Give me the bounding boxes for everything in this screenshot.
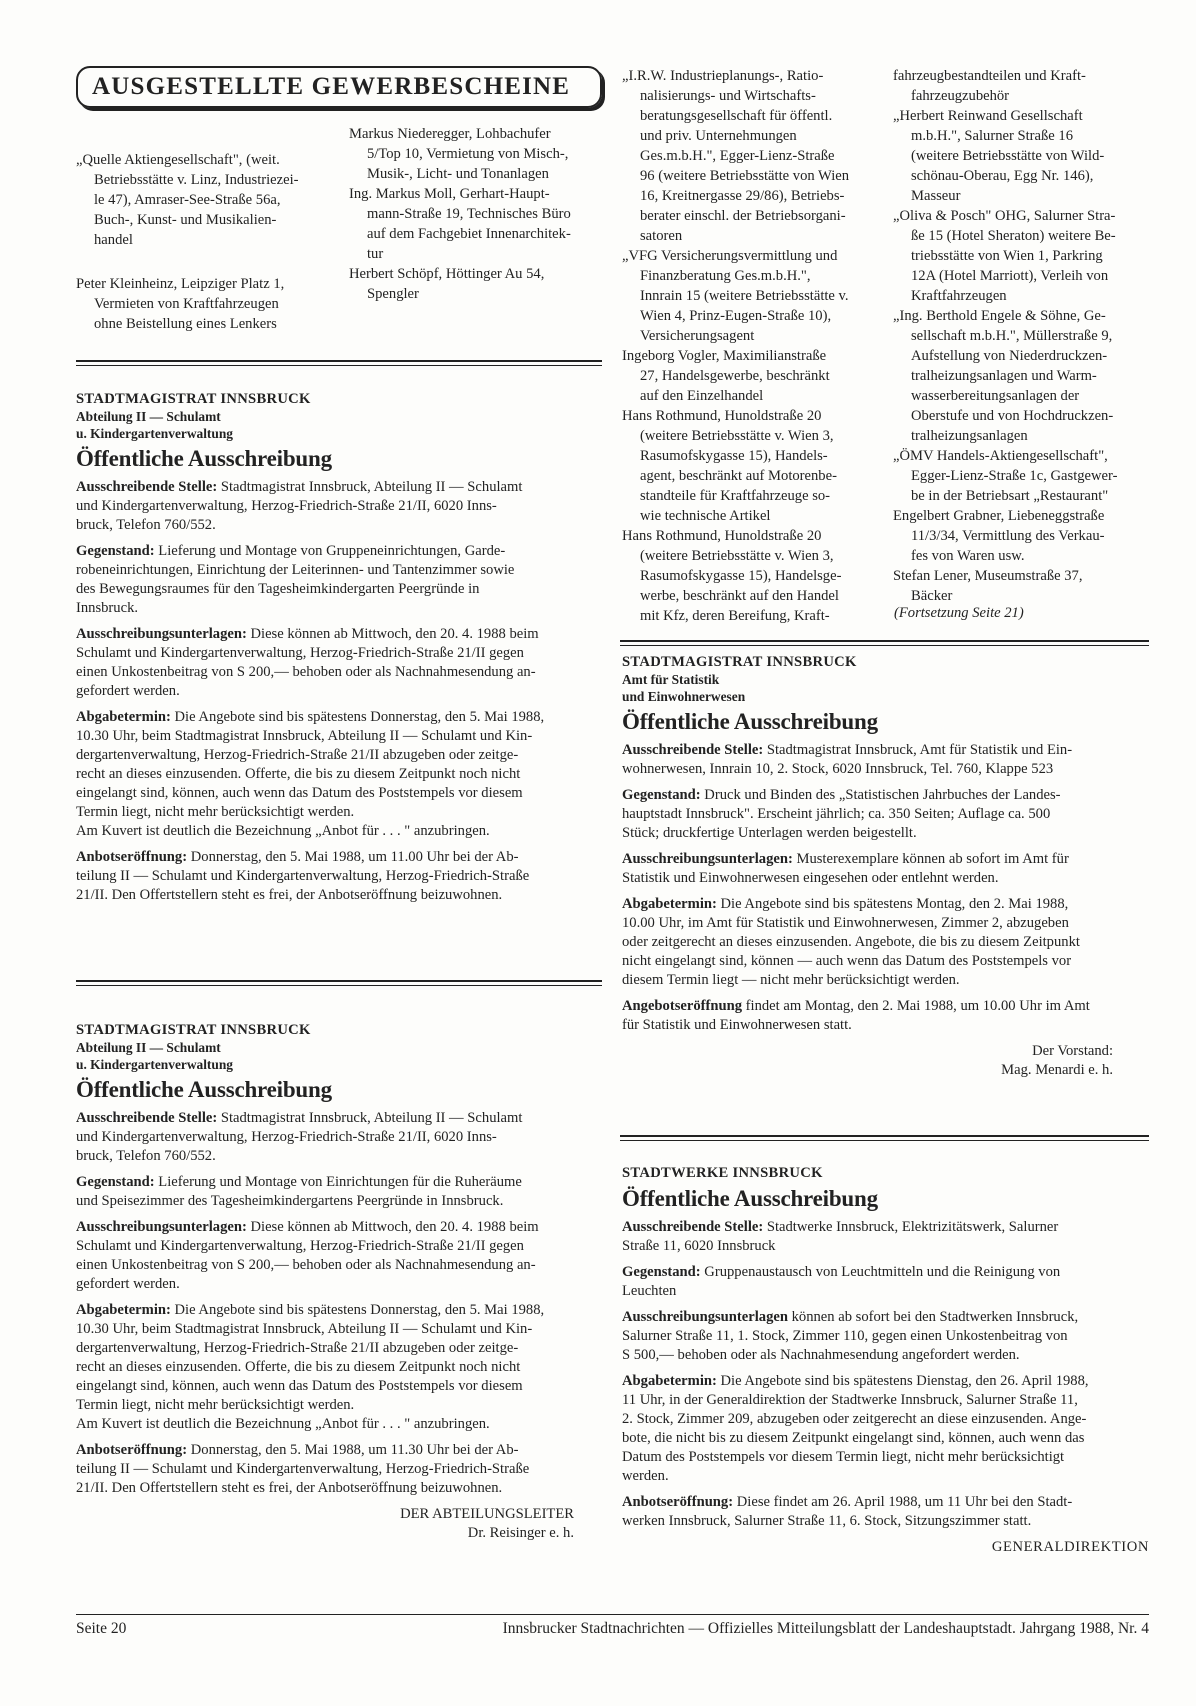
license-line: 27, Handelsgewerbe, beschränkt xyxy=(640,368,830,384)
license-line: beratungsgesellschaft für öffentl. xyxy=(640,108,833,124)
license-line: „Ing. Berthold Engele & Söhne, Ge- xyxy=(893,308,1106,324)
paragraph-line: Am Kuvert ist deutlich die Bezeichnung „Anbot für . . . " anzubringen. xyxy=(76,823,490,839)
signature-line: Dr. Reisinger e. h. xyxy=(467,1525,574,1541)
paragraph-label: Abgabetermin: xyxy=(76,1302,171,1318)
license-line: (weitere Betriebsstätte v. Wien 3, xyxy=(640,548,834,564)
paragraph-line: Schulamt und Kindergartenverwaltung, Herzog-Friedrich-Straße 21/II gegen xyxy=(76,645,524,661)
license-line: Innrain 15 (weitere Betriebsstätte v. xyxy=(640,288,849,304)
paragraph-text: Lieferung und Montage von Gruppeneinrichtungen, Garde- xyxy=(154,543,506,559)
license-line: auf dem Fachgebiet Innenarchitek- xyxy=(367,226,571,242)
paragraph-line: 2. Stock, Zimmer 209, abzugeben oder zeitgerecht an diese einzusenden. Ange- xyxy=(622,1411,1087,1427)
notice-schulamt-gruppeneinrichtung xyxy=(76,390,602,912)
paragraph-line: Datum des Poststempels vor diesem Termin liegt, nicht mehr berücksichtigt xyxy=(622,1449,1065,1465)
paragraph-line xyxy=(76,478,602,497)
license-entry xyxy=(893,106,1149,206)
license-line: schönau-Oberau, Egg Nr. 146), xyxy=(911,168,1094,184)
paragraph-text: Stadtmagistrat Innsbruck, Abteilung II — Schulamt xyxy=(217,1110,523,1126)
paragraph-line: nicht eingelangt sind, können — auch wenn das Datum des Poststempels vor xyxy=(622,953,1072,969)
paragraph-line xyxy=(622,1218,1149,1237)
license-line: „VFG Versicherungsvermittlung und xyxy=(622,248,838,264)
license-line: le 47), Amraser-See-Straße 56a, xyxy=(94,192,281,208)
license-line: „Oliva & Posch" OHG, Salurner Stra- xyxy=(893,208,1116,224)
notice-stadtwerke xyxy=(622,1164,1149,1557)
paragraph-line xyxy=(76,1218,602,1237)
paragraph-line: Leuchten xyxy=(622,1283,677,1299)
license-line: fahrzeugbestandteilen und Kraft- xyxy=(893,68,1086,84)
paragraph-line xyxy=(622,1263,1149,1282)
license-line: fes von Waren usw. xyxy=(911,548,1025,564)
paragraph-line: bruck, Telefon 760/552. xyxy=(76,517,216,533)
license-line: Herbert Schöpf, Höttinger Au 54, xyxy=(349,266,545,282)
paragraph-label: Ausschreibende Stelle: xyxy=(76,479,218,495)
paragraph-line xyxy=(622,1493,1149,1512)
license-line: „Quelle Aktiengesellschaft", (weit. xyxy=(76,152,280,168)
paragraph-line: teilung II — Schulamt und Kindergartenverwaltung, Herzog-Friedrich-Straße xyxy=(76,1461,530,1477)
signature-line: Mag. Menardi e. h. xyxy=(1001,1062,1113,1078)
license-line: mit Kfz, deren Bereifung, Kraft- xyxy=(640,608,830,624)
notice-schulamt-ruheraeume xyxy=(76,1021,602,1543)
paragraph-line: dergartenverwaltung, Herzog-Friedrich-Straße 21/II abzugeben oder zeitge- xyxy=(76,1340,519,1356)
license-line: 5/Top 10, Vermietung von Misch-, xyxy=(367,146,569,162)
license-line: Peter Kleinheinz, Leipziger Platz 1, xyxy=(76,276,285,292)
paragraph-label: Ausschreibende Stelle: xyxy=(622,742,764,758)
license-line: „Herbert Reinwand Gesellschaft xyxy=(893,108,1083,124)
paragraph-line: 10.30 Uhr, beim Stadtmagistrat Innsbruck, Abteilung II — Schulamt und Kin- xyxy=(76,1321,533,1337)
license-entry xyxy=(893,206,1149,306)
paragraph-label: Gegenstand: xyxy=(76,543,155,559)
paragraph-line: werden. xyxy=(622,1468,669,1484)
license-line: Buch-, Kunst- und Musikalien- xyxy=(94,212,277,228)
license-line: Wien 4, Prinz-Eugen-Straße 10), xyxy=(640,308,832,324)
license-line: fahrzeugzubehör xyxy=(911,88,1010,104)
paragraph-line xyxy=(76,1173,602,1192)
notice-heading: Öffentliche Ausschreibung xyxy=(76,446,332,471)
paragraph-line: für Statistik und Einwohnerwesen statt. xyxy=(622,1017,852,1033)
paragraph-label: Abgabetermin: xyxy=(76,709,171,725)
license-line: Vermieten von Kraftfahrzeugen xyxy=(94,296,279,312)
paragraph-text: Donnerstag, den 5. Mai 1988, um 11.00 Uhr bei der Ab- xyxy=(187,849,519,865)
license-line: sellschaft m.b.H.", Müllerstraße 9, xyxy=(911,328,1113,344)
paragraph-label: Anbotseröffnung: xyxy=(76,1442,188,1458)
paragraph-label: Anbotseröffnung: xyxy=(622,1494,734,1510)
paragraph-line: gefordert werden. xyxy=(76,683,180,699)
notice-paragraph xyxy=(622,1263,1149,1301)
notice-office: STADTMAGISTRAT INNSBRUCK xyxy=(76,1022,311,1038)
license-line: 12A (Hotel Marriott), Verleih von xyxy=(911,268,1109,284)
paragraph-text: Stadtwerke Innsbruck, Elektrizitätswerk, Salurner xyxy=(763,1219,1059,1235)
license-line: handel xyxy=(94,232,133,248)
paragraph-text: Gruppenaustausch von Leuchtmitteln und die Reinigung von xyxy=(700,1264,1061,1280)
paragraph-text: Die Angebote sind bis spätestens Dienstag, den 26. April 1988, xyxy=(716,1373,1089,1389)
license-entry xyxy=(622,406,875,526)
notice-statistik xyxy=(622,653,1149,1080)
paragraph-line: diesem Termin liegt — nicht mehr berücksichtigt werden. xyxy=(622,972,960,988)
license-line: ße 15 (Hotel Sheraton) weitere Be- xyxy=(911,228,1116,244)
paragraph-text: Musterexemplare können ab sofort im Amt für xyxy=(792,851,1069,867)
license-line: Stefan Lener, Museumstraße 37, xyxy=(893,568,1083,584)
notice-paragraph xyxy=(622,850,1149,888)
paragraph-text: Donnerstag, den 5. Mai 1988, um 11.30 Uhr bei der Ab- xyxy=(187,1442,519,1458)
notice-paragraph xyxy=(622,1308,1149,1365)
paragraph-line: bote, die nicht bis zu diesem Zeitpunkt eingelangt sind, können, auch wenn das xyxy=(622,1430,1085,1446)
notice-signature xyxy=(76,1505,602,1543)
continuation-note: (Fortsetzung Seite 21) xyxy=(894,605,1024,621)
paragraph-line: 11 Uhr, in der Generaldirektion der Stadtwerke Innsbruck, Salurner Straße 11, xyxy=(622,1392,1078,1408)
license-line: Bäcker xyxy=(911,588,953,604)
license-line: Versicherungsagent xyxy=(640,328,755,344)
notice-paragraph xyxy=(622,1218,1149,1256)
license-line: tralheizungsanlagen xyxy=(911,428,1028,444)
paragraph-line: Statistik und Einwohnerwesen eingesehen oder entlehnt werden. xyxy=(622,870,999,886)
license-column-right-b xyxy=(893,66,1149,606)
notice-paragraph xyxy=(76,1173,602,1211)
paragraph-label: Gegenstand: xyxy=(622,1264,701,1280)
paragraph-line: einen Unkostenbeitrag von S 200,— behoben oder als Nachnahmesendung an- xyxy=(76,664,536,680)
license-line: Engelbert Grabner, Liebeneggstraße xyxy=(893,508,1105,524)
divider xyxy=(76,980,602,986)
paragraph-line xyxy=(76,1301,602,1320)
notice-paragraph xyxy=(622,997,1149,1035)
paragraph-text: Stadtmagistrat Innsbruck, Abteilung II — Schulamt xyxy=(217,479,523,495)
paragraph-line: werken Innsbruck, Salurner Straße 11, 6. Stock, Sitzungszimmer statt. xyxy=(622,1513,1032,1529)
paragraph-line xyxy=(76,708,602,727)
section-title: AUSGESTELLTE GEWERBESCHEINE xyxy=(92,73,571,100)
license-line: mann-Straße 19, Technisches Büro xyxy=(367,206,571,222)
paragraph-line xyxy=(76,542,602,561)
notice-dept-line: und Einwohnerwesen xyxy=(622,689,746,704)
license-entry xyxy=(349,184,605,264)
license-column-left-a xyxy=(76,150,338,334)
paragraph-text: Diese können ab Mittwoch, den 20. 4. 1988 beim xyxy=(246,1219,539,1235)
paragraph-text: findet am Montag, den 2. Mai 1988, um 10.00 Uhr im Amt xyxy=(742,998,1090,1014)
license-line: Aufstellung von Niederdruckzen- xyxy=(911,348,1108,364)
license-line: ohne Beistellung eines Lenkers xyxy=(94,316,277,332)
paragraph-line: hauptstadt Innsbruck". Erscheint jährlich; ca. 350 Seiten; Auflage ca. 500 xyxy=(622,806,1051,822)
notice-dept-line: Amt für Statistik xyxy=(622,672,720,687)
license-line: 11/3/34, Vermittlung des Verkau- xyxy=(911,528,1105,544)
license-line: Hans Rothmund, Hunoldstraße 20 xyxy=(622,408,822,424)
license-line: Egger-Lienz-Straße 1c, Gastgewer- xyxy=(911,468,1118,484)
notice-dept-line: u. Kindergartenverwaltung xyxy=(76,426,233,441)
notice-dept-line: Abteilung II — Schulamt xyxy=(76,409,221,424)
notice-paragraph xyxy=(76,1218,602,1294)
license-line: Markus Niederegger, Lohbachufer xyxy=(349,126,551,142)
paragraph-line xyxy=(622,741,1149,760)
notice-dept-line: u. Kindergartenverwaltung xyxy=(76,1057,233,1072)
paragraph-text: Diese können ab Mittwoch, den 20. 4. 1988 beim xyxy=(246,626,539,642)
license-line: „I.R.W. Industrieplanungs-, Ratio- xyxy=(622,68,824,84)
paragraph-line: Straße 11, 6020 Innsbruck xyxy=(622,1238,776,1254)
signature-line: GENERALDIREKTION xyxy=(991,1539,1149,1555)
paragraph-line: Innsbruck. xyxy=(76,600,139,616)
signature-line: DER ABTEILUNGSLEITER xyxy=(400,1506,574,1522)
paragraph-label: Ausschreibende Stelle: xyxy=(622,1219,764,1235)
license-entry xyxy=(893,306,1149,446)
paragraph-line: recht an dieses einzusenden. Offerte, die bis zu diesem Zeitpunkt noch nicht xyxy=(76,1359,521,1375)
paragraph-text: Diese findet am 26. April 1988, um 11 Uhr bei den Stadt- xyxy=(733,1494,1073,1510)
paragraph-line: Termin liegt, nicht mehr berücksichtigt werden. xyxy=(76,1397,355,1413)
license-line: werbe, beschränkt auf den Handel xyxy=(640,588,839,604)
section-title-box xyxy=(76,66,602,108)
notice-paragraph xyxy=(622,1372,1149,1486)
paragraph-line: recht an dieses einzusenden. Offerte, die bis zu diesem Zeitpunkt noch nicht xyxy=(76,766,521,782)
license-line: tralheizungsanlagen und Warm- xyxy=(911,368,1097,384)
license-line: Spengler xyxy=(367,286,419,302)
license-line: (weitere Betriebsstätte von Wild- xyxy=(911,148,1105,164)
license-line: triebsstätte von Wien 1, Parkring xyxy=(911,248,1103,264)
paragraph-line: und Kindergartenverwaltung, Herzog-Friedrich-Straße 21/II, 6020 Inns- xyxy=(76,498,497,514)
paragraph-line xyxy=(622,1308,1149,1327)
notice-office: STADTMAGISTRAT INNSBRUCK xyxy=(622,654,857,670)
paragraph-line: Schulamt und Kindergartenverwaltung, Herzog-Friedrich-Straße 21/II gegen xyxy=(76,1238,524,1254)
notice-signature xyxy=(622,1042,1149,1080)
license-line: Oberstufe und von Hochdruckzen- xyxy=(911,408,1114,424)
paragraph-label: Abgabetermin: xyxy=(622,896,717,912)
divider xyxy=(76,360,602,366)
license-line: 96 (weitere Betriebsstätte von Wien xyxy=(640,168,850,184)
license-line: wie technische Artikel xyxy=(640,508,771,524)
notice-paragraph xyxy=(76,542,602,618)
license-line: be in der Betriebsart „Restaurant" xyxy=(911,488,1109,504)
paragraph-line: robeneinrichtungen, Einrichtung der Leiterinnen- und Tantenzimmer sowie xyxy=(76,562,515,578)
paragraph-line xyxy=(622,895,1149,914)
license-line: tur xyxy=(367,246,384,262)
paragraph-line: und Kindergartenverwaltung, Herzog-Friedrich-Straße 21/II, 6020 Inns- xyxy=(76,1129,497,1145)
license-entry xyxy=(893,66,1149,106)
paragraph-text: können ab sofort bei den Stadtwerken Innsbruck, xyxy=(787,1309,1079,1325)
license-line: Ing. Markus Moll, Gerhart-Haupt- xyxy=(349,186,550,202)
license-line: „ÖMV Handels-Aktiengesellschaft", xyxy=(893,448,1108,464)
paragraph-line xyxy=(76,625,602,644)
page-number: Seite 20 xyxy=(76,1620,127,1637)
paragraph-label: Anbotseröffnung: xyxy=(76,849,188,865)
paragraph-label: Ausschreibungsunterlagen: xyxy=(76,1219,247,1235)
notice-body xyxy=(622,1218,1149,1531)
paragraph-line xyxy=(76,1109,602,1128)
publication-line: Innsbrucker Stadtnachrichten — Offizielles Mitteilungsblatt der Landeshauptstadt. Jahrgang 1988, Nr. 4 xyxy=(502,1620,1149,1637)
license-entry xyxy=(893,446,1149,506)
paragraph-line: 10.00 Uhr, im Amt für Statistik und Einwohnerwesen, Zimmer 2, abzugeben xyxy=(622,915,1069,931)
notice-heading: Öffentliche Ausschreibung xyxy=(622,709,878,734)
paragraph-label: Ausschreibungsunterlagen xyxy=(622,1309,788,1325)
license-line: Ges.m.b.H.", Egger-Lienz-Straße xyxy=(640,148,835,164)
notice-office: STADTMAGISTRAT INNSBRUCK xyxy=(76,391,311,407)
license-line: wasserbereitungsanlagen der xyxy=(911,388,1080,404)
paragraph-line: wohnerwesen, Innrain 10, 2. Stock, 6020 Innsbruck, Tel. 760, Klappe 523 xyxy=(622,761,1054,777)
license-entry xyxy=(622,526,875,626)
paragraph-line: teilung II — Schulamt und Kindergartenverwaltung, Herzog-Friedrich-Straße xyxy=(76,868,530,884)
license-line: Masseur xyxy=(911,188,961,204)
license-entry xyxy=(349,124,605,184)
paragraph-line: bruck, Telefon 760/552. xyxy=(76,1148,216,1164)
notice-paragraph xyxy=(76,848,602,905)
notice-heading: Öffentliche Ausschreibung xyxy=(622,1186,878,1211)
license-line: nalisierungs- und Wirtschafts- xyxy=(640,88,816,104)
license-line: (weitere Betriebsstätte v. Wien 3, xyxy=(640,428,834,444)
divider xyxy=(620,640,1149,646)
paragraph-text: Druck und Binden des „Statistischen Jahrbuches der Landes- xyxy=(700,787,1061,803)
paragraph-line xyxy=(76,848,602,867)
license-line: agent, beschränkt auf Motorenbe- xyxy=(640,468,837,484)
license-column-right-a xyxy=(622,66,875,626)
notice-paragraph xyxy=(622,895,1149,990)
paragraph-line: dergartenverwaltung, Herzog-Friedrich-Straße 21/II abzugeben oder zeitge- xyxy=(76,747,519,763)
license-line: berater einschl. der Betriebsorgani- xyxy=(640,208,846,224)
license-line: Hans Rothmund, Hunoldstraße 20 xyxy=(622,528,822,544)
paragraph-line xyxy=(622,850,1149,869)
notice-paragraph xyxy=(76,1441,602,1498)
paragraph-line: Stück; druckfertige Unterlagen werden beigestellt. xyxy=(622,825,917,841)
paragraph-line xyxy=(76,1441,602,1460)
license-line: Betriebsstätte v. Linz, Industriezei- xyxy=(94,172,299,188)
notice-body xyxy=(76,478,602,905)
paragraph-line: Salurner Straße 11, 1. Stock, Zimmer 110, gegen einen Unkostenbeitrag von xyxy=(622,1328,1068,1344)
license-entry xyxy=(76,274,338,334)
paragraph-line: 21/II. Den Offertstellern steht es frei, der Anbotseröffnung beizuwohnen. xyxy=(76,887,503,903)
paragraph-label: Angebotseröffnung xyxy=(622,998,742,1014)
license-line: Rasumofskygasse 15), Handelsge- xyxy=(640,568,842,584)
paragraph-label: Gegenstand: xyxy=(622,787,701,803)
paragraph-line: und Speisezimmer des Tagesheimkindergartens Peergründe in Innsbruck. xyxy=(76,1193,504,1209)
paragraph-line: 10.30 Uhr, beim Stadtmagistrat Innsbruck, Abteilung II — Schulamt und Kin- xyxy=(76,728,533,744)
license-line: m.b.H.", Salurner Straße 16 xyxy=(911,128,1073,144)
license-line: standteile für Kraftfahrzeuge so- xyxy=(640,488,831,504)
paragraph-label: Abgabetermin: xyxy=(622,1373,717,1389)
paragraph-line: oder zeitgerecht an dieses einzusenden. Angebote, die bis zu diesem Zeitpunkt xyxy=(622,934,1080,950)
license-line: Finanzberatung Ges.m.b.H.", xyxy=(640,268,811,284)
paragraph-line: Termin liegt, nicht mehr berücksichtigt werden. xyxy=(76,804,355,820)
signature-line: Der Vorstand: xyxy=(1032,1043,1113,1059)
license-entry xyxy=(76,150,338,250)
notice-body xyxy=(76,1109,602,1498)
license-line: Musik-, Licht- und Tonanlagen xyxy=(367,166,549,182)
notice-paragraph xyxy=(622,741,1149,779)
notice-paragraph xyxy=(76,1301,602,1434)
page-footer xyxy=(76,1614,1149,1638)
license-line: satoren xyxy=(640,228,683,244)
notice-heading: Öffentliche Ausschreibung xyxy=(76,1077,332,1102)
notice-paragraph xyxy=(622,786,1149,843)
paragraph-label: Ausschreibende Stelle: xyxy=(76,1110,218,1126)
paragraph-line: eingelangt sind, können, auch wenn das Datum des Poststempels vor diesem xyxy=(76,785,523,801)
notice-paragraph xyxy=(76,478,602,535)
paragraph-text: Die Angebote sind bis spätestens Montag, den 2. Mai 1988, xyxy=(716,896,1069,912)
paragraph-line: gefordert werden. xyxy=(76,1276,180,1292)
paragraph-label: Ausschreibungsunterlagen: xyxy=(622,851,793,867)
license-line: Ingeborg Vogler, Maximilianstraße xyxy=(622,348,827,364)
notice-signature xyxy=(622,1538,1149,1557)
notice-body xyxy=(622,741,1149,1035)
license-entry xyxy=(622,66,875,246)
license-entry xyxy=(893,566,1149,606)
paragraph-line xyxy=(622,997,1149,1016)
notice-paragraph xyxy=(76,708,602,841)
paragraph-line xyxy=(622,786,1149,805)
paragraph-text: Stadtmagistrat Innsbruck, Amt für Statistik und Ein- xyxy=(763,742,1073,758)
license-column-left-b xyxy=(349,124,605,304)
notice-office: STADTWERKE INNSBRUCK xyxy=(622,1165,823,1181)
license-line: auf den Einzelhandel xyxy=(640,388,764,404)
notice-paragraph xyxy=(622,1493,1149,1531)
paragraph-line xyxy=(622,1372,1149,1391)
paragraph-line: S 500,— behoben oder als Nachnahmesendung angefordert werden. xyxy=(622,1347,1020,1363)
notice-paragraph xyxy=(76,625,602,701)
license-entry xyxy=(622,246,875,346)
license-entry xyxy=(622,346,875,406)
paragraph-line: 21/II. Den Offertstellern steht es frei, der Anbotseröffnung beizuwohnen. xyxy=(76,1480,503,1496)
paragraph-line: eingelangt sind, können, auch wenn das Datum des Poststempels vor diesem xyxy=(76,1378,523,1394)
license-line: Rasumofskygasse 15), Handels- xyxy=(640,448,828,464)
paragraph-label: Ausschreibungsunterlagen: xyxy=(76,626,247,642)
paragraph-text: Die Angebote sind bis spätestens Donnerstag, den 5. Mai 1988, xyxy=(170,1302,545,1318)
paragraph-line: des Bewegungsraumes für den Tagesheimkindergarten Peergründe in xyxy=(76,581,480,597)
paragraph-line: Am Kuvert ist deutlich die Bezeichnung „Anbot für . . . " anzubringen. xyxy=(76,1416,490,1432)
paragraph-label: Gegenstand: xyxy=(76,1174,155,1190)
paragraph-text: Die Angebote sind bis spätestens Donnerstag, den 5. Mai 1988, xyxy=(170,709,545,725)
paragraph-line: einen Unkostenbeitrag von S 200,— behoben oder als Nachnahmesendung an- xyxy=(76,1257,536,1273)
license-entry xyxy=(893,506,1149,566)
license-entry xyxy=(349,264,605,304)
license-line: Kraftfahrzeugen xyxy=(911,288,1007,304)
divider xyxy=(620,1135,1149,1141)
paragraph-text: Lieferung und Montage von Einrichtungen für die Ruheräume xyxy=(154,1174,522,1190)
license-line: und priv. Unternehmungen xyxy=(640,128,797,144)
license-line: 16, Kreitnergasse 29/86), Betriebs- xyxy=(640,188,845,204)
notice-paragraph xyxy=(76,1109,602,1166)
notice-dept-line: Abteilung II — Schulamt xyxy=(76,1040,221,1055)
